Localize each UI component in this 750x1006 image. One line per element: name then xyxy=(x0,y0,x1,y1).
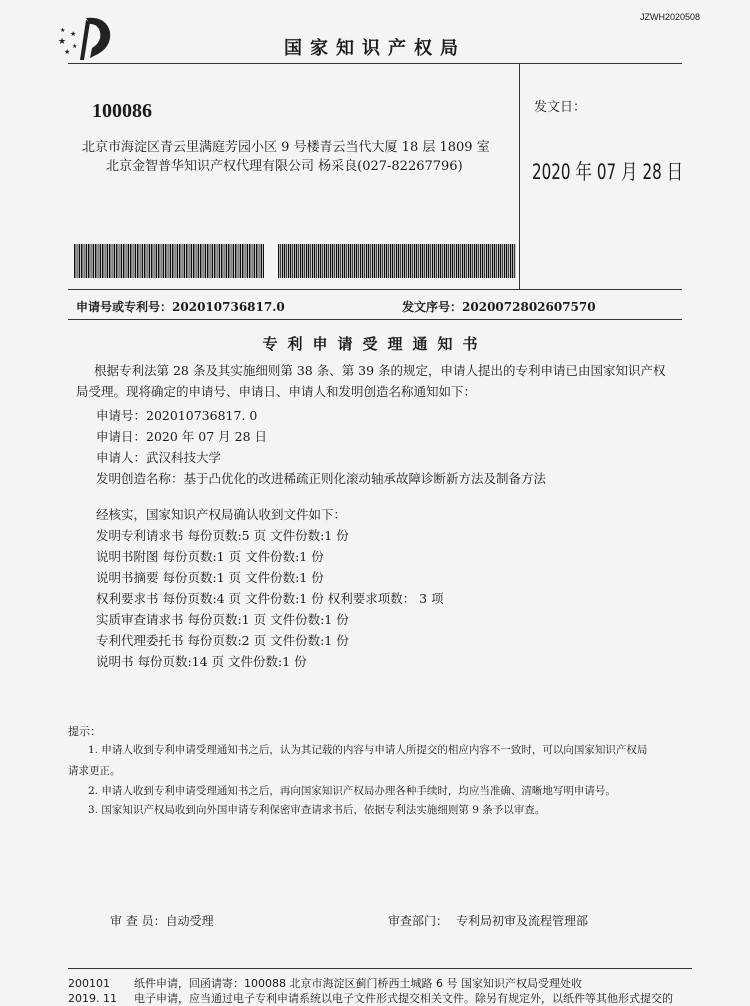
application-number-row xyxy=(76,298,285,315)
recipient-address: 北京市海淀区青云里满庭芳园小区 9 号楼青云当代大厦 18 层 1809 室 xyxy=(82,140,490,155)
header-rule xyxy=(68,63,682,64)
hints-title: 提示： xyxy=(68,725,101,738)
hint-1-continued: 请求更正。 xyxy=(68,765,121,777)
notice-intro: 根据专利法第 28 条及其实施细则第 38 条、第 39 条的规定，申请人提出的专利申请已由国家知识产权局受理。现将确定的申请号、申请日、申请人和发明创造名称通知如下： xyxy=(76,363,666,399)
document-item: 说明书 每份页数:14 页 文件份数:1 份 xyxy=(96,654,307,669)
footer-text-1: 纸件申请，回函请寄：100088 北京市海淀区蓟门桥西土城路 6 号 国家知识产权局受理处收 xyxy=(134,977,582,990)
form-code: JZWH2020508 xyxy=(639,12,700,22)
verified-statement: 经核实，国家知识产权局确认收到文件如下： xyxy=(96,507,347,522)
serial-number-value: 2020072802607570 xyxy=(462,300,596,314)
numbers-bottom-rule xyxy=(68,319,682,320)
field-applicant: 申请人：武汉科技大学 xyxy=(96,450,222,465)
document-item: 说明书摘要 每份页数:1 页 文件份数:1 份 xyxy=(96,570,324,585)
svg-text:★: ★ xyxy=(72,43,78,50)
field-invention-title: 发明创造名称：基于凸优化的改进稀疏正则化滚动轴承故障诊断新方法及制备方法 xyxy=(96,471,547,486)
examining-department xyxy=(388,912,588,929)
examiner xyxy=(110,912,214,929)
document-item: 权利要求书 每份页数:4 页 文件份数:1 份 权利要求项数： 3 项 xyxy=(96,591,444,606)
serial-number-row xyxy=(402,298,596,315)
examiner-label: 审 查 员： xyxy=(110,914,166,928)
footer-rule xyxy=(68,968,692,969)
document-item: 专利代理委托书 每份页数:2 页 文件份数:1 份 xyxy=(96,633,349,648)
notice-title: 专利申请受理通知书 xyxy=(262,335,488,353)
svg-text:★: ★ xyxy=(60,27,66,34)
date-column-divider xyxy=(519,63,520,289)
document-item: 说明书附图 每份页数:1 页 文件份数:1 份 xyxy=(96,549,324,564)
numbers-top-rule xyxy=(68,289,682,290)
serial-number-label: 发文序号： xyxy=(402,300,463,314)
examiner-value: 自动受理 xyxy=(165,914,214,928)
footer-line-2 xyxy=(68,990,673,1006)
application-number-value: 202010736817.0 xyxy=(172,300,285,314)
document-item: 发明专利请求书 每份页数:5 页 文件份数:1 份 xyxy=(96,528,349,543)
footer-text-2: 电子申请，应当通过电子专利申请系统以电子文件形式提交相关文件。除另有规定外，以纸件等其他形式提交的 xyxy=(134,992,673,1005)
department-value: 专利局初审及流程管理部 xyxy=(456,914,589,928)
agency-name: 国家知识产权局 xyxy=(284,38,466,59)
svg-text:★: ★ xyxy=(64,48,71,56)
barcode-right xyxy=(278,244,516,278)
dispatch-date-label: 发文日： xyxy=(534,100,587,115)
footer-code-1: 200101 xyxy=(68,977,110,990)
hint-1: 1. 申请人收到专利申请受理通知书之后，认为其记载的内容与申请人所提交的相应内容不一致时，可以向国家知识产权局 xyxy=(88,744,648,756)
document-item: 实质审查请求书 每份页数:1 页 文件份数:1 份 xyxy=(96,612,349,627)
application-number-label: 申请号或专利号： xyxy=(76,300,173,314)
recipient-agent: 北京金智普华知识产权代理有限公司 杨采良(027-82267796) xyxy=(106,159,463,174)
hint-2: 2. 申请人收到专利申请受理通知书之后，再向国家知识产权局办理各种手续时，均应当准确、清晰地写明申请号。 xyxy=(88,785,616,797)
footer-code-2: 2019. 11 xyxy=(68,992,117,1005)
svg-text:★: ★ xyxy=(58,37,67,47)
barcode-left xyxy=(74,244,264,278)
field-application-number: 申请号：202010736817. 0 xyxy=(96,408,258,423)
svg-text:★: ★ xyxy=(70,30,77,38)
hint-3: 3. 国家知识产权局收到向外国申请专利保密审查请求书后，依据专利法实施细则第 9 条予以审查。 xyxy=(88,804,546,816)
dispatch-date-value: 2020 年 07 月 28 日 xyxy=(532,160,684,184)
department-label: 审查部门： xyxy=(388,914,449,928)
postal-code: 100086 xyxy=(92,100,152,122)
field-filing-date: 申请日：2020 年 07 月 28 日 xyxy=(96,429,267,444)
footer-line-1 xyxy=(68,975,582,991)
